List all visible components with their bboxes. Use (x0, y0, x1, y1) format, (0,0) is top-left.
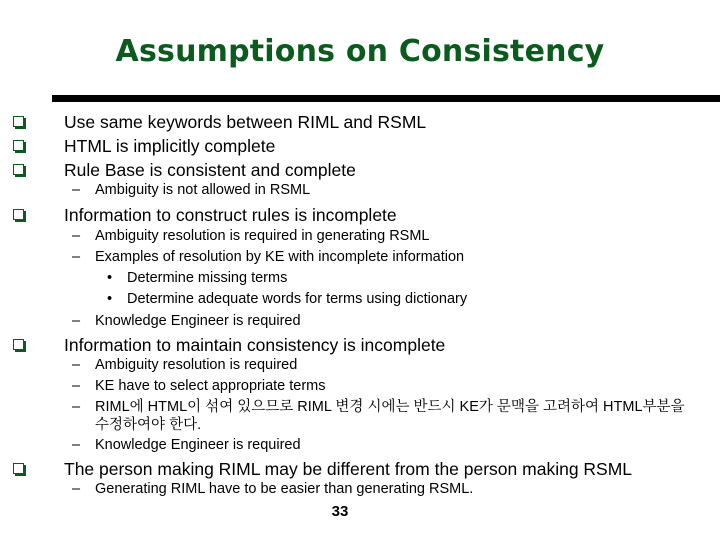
dash-bullet-icon: – (72, 399, 81, 415)
hollow-square-bullet-icon (13, 209, 24, 220)
dash-bullet-icon: – (72, 481, 81, 497)
bullet-item (64, 160, 356, 181)
sub-bullet-item (72, 481, 474, 497)
dash-bullet-icon: – (72, 249, 81, 265)
dash-bullet-icon: – (72, 437, 81, 453)
sub-bullet-text: RIML에 HTML이 섞여 있으므로 RIML 변경 시에는 반드시 KE가 문맥을 고려하여 HTML부분을 수정하여야 한다. (95, 399, 685, 433)
sub-bullet-item (72, 378, 326, 394)
sub-bullet-text: Generating RIML have to be easier than generating RSML. (95, 481, 474, 497)
sub-bullet-text: KE have to select appropriate terms (95, 378, 326, 394)
bullet-item (64, 112, 426, 133)
sub-bullet-text: Ambiguity resolution is required in generating RSML (95, 228, 430, 244)
sub-bullet-item (72, 437, 301, 453)
sub-sub-bullet-text: Determine missing terms (127, 270, 288, 286)
hollow-square-bullet-icon (13, 463, 24, 474)
bullet-item (64, 459, 632, 480)
sub-bullet-item (72, 228, 430, 244)
slide-title: Assumptions on Consistency (115, 34, 605, 69)
dash-bullet-icon: – (72, 378, 81, 394)
sub-bullet-text: Ambiguity resolution is required (95, 357, 298, 373)
sub-bullet-item (72, 357, 298, 373)
sub-bullet-text: Knowledge Engineer is required (95, 437, 301, 453)
sub-sub-bullet-item (107, 270, 288, 286)
bullet-text: Information to maintain consistency is incomplete (64, 335, 446, 355)
hollow-square-bullet-icon (13, 140, 24, 151)
bullet-text: Information to construct rules is incomplete (64, 205, 397, 225)
dot-bullet-icon: • (107, 270, 113, 286)
sub-sub-bullet-text: Determine adequate words for terms using dictionary (127, 291, 468, 307)
hollow-square-bullet-icon (13, 116, 24, 127)
bullet-item (64, 335, 445, 356)
page-number: 33 (331, 503, 349, 520)
sub-bullet-item (72, 182, 311, 198)
dash-bullet-icon: – (72, 313, 81, 329)
dash-bullet-icon: – (72, 357, 81, 373)
sub-bullet-item (72, 313, 301, 329)
bullet-text: HTML is implicitly complete (64, 136, 276, 156)
sub-sub-bullet-item (107, 291, 468, 307)
sub-bullet-text: Ambiguity is not allowed in RSML (95, 182, 311, 198)
hollow-square-bullet-icon (13, 164, 24, 175)
dash-bullet-icon: – (72, 228, 81, 244)
sub-bullet-text: Knowledge Engineer is required (95, 313, 301, 329)
sub-bullet-item (72, 398, 685, 434)
dash-bullet-icon: – (72, 182, 81, 198)
hollow-square-bullet-icon (13, 339, 24, 350)
bullet-text: Use same keywords between RIML and RSML (64, 112, 427, 132)
sub-bullet-item (72, 249, 465, 265)
bullet-text: Rule Base is consistent and complete (64, 160, 356, 180)
sub-bullet-text: Examples of resolution by KE with incomplete information (95, 249, 465, 265)
dot-bullet-icon: • (107, 291, 113, 307)
bullet-text: The person making RIML may be different from the person making RSML (64, 459, 633, 479)
bullet-item (64, 205, 397, 226)
bullet-item (64, 136, 275, 157)
